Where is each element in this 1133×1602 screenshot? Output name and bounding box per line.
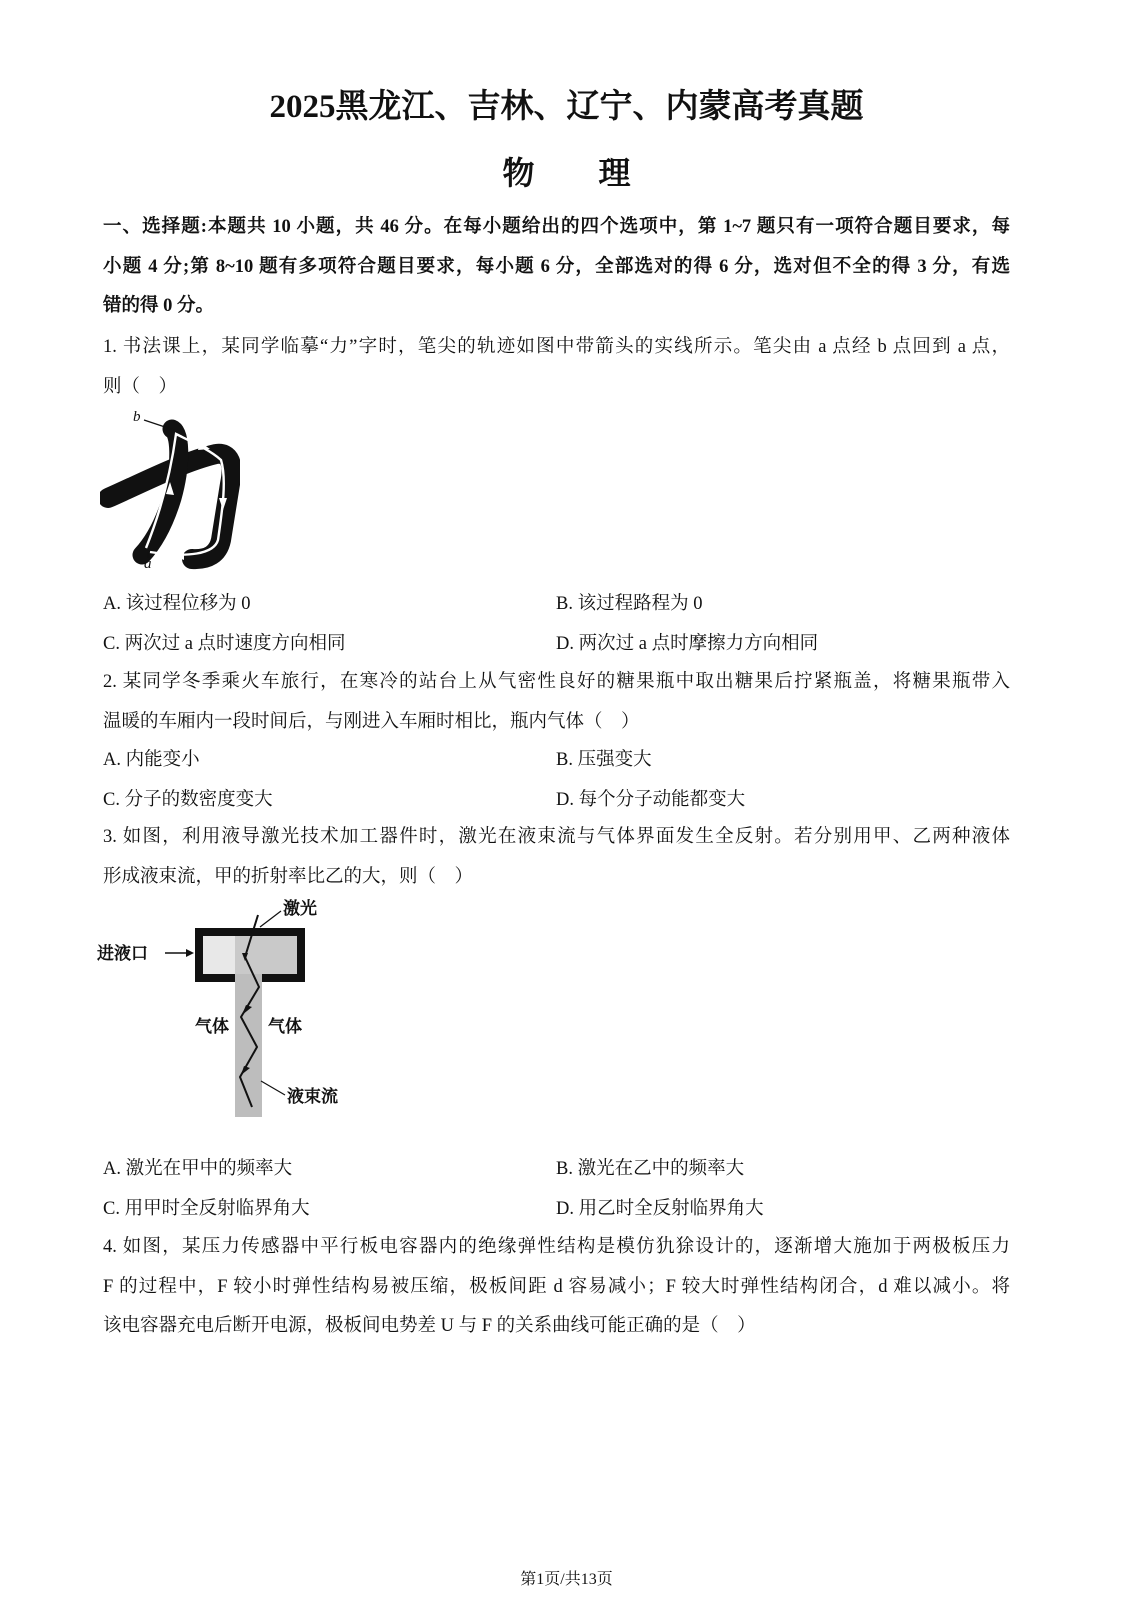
nozzle-inlet-region bbox=[203, 936, 235, 974]
option-c: C. 分子的数密度变大 bbox=[103, 789, 273, 810]
question-4-stem bbox=[103, 1228, 1010, 1347]
option-c: C. 两次过 a 点时速度方向相同 bbox=[103, 633, 346, 654]
section-instructions bbox=[103, 208, 1010, 327]
question-3-stem bbox=[103, 818, 1010, 897]
option-d: D. 用乙时全反射临界角大 bbox=[556, 1198, 764, 1219]
question-3-figure-liquid-laser bbox=[95, 895, 355, 1140]
question-3-options bbox=[103, 1150, 1010, 1229]
section-line: 错的得 0 分。 bbox=[103, 296, 215, 316]
question-2-stem bbox=[103, 663, 1010, 742]
laser-label-leader bbox=[260, 911, 281, 927]
option-d: D. 每个分子动能都变大 bbox=[556, 789, 746, 810]
question-line: 则（ ） bbox=[103, 376, 178, 397]
question-line: 形成液束流，甲的折射率比乙的大，则（ ） bbox=[103, 866, 474, 887]
option-b: B. 压强变大 bbox=[556, 750, 652, 770]
option-b: B. 激光在乙中的频率大 bbox=[556, 1159, 745, 1179]
question-1-stem bbox=[103, 328, 1010, 407]
question-1-figure-li-character bbox=[100, 402, 240, 570]
option-d: D. 两次过 a 点时摩擦力方向相同 bbox=[556, 633, 819, 654]
trajectory-arrow-icon bbox=[174, 552, 184, 560]
question-line: F 的过程中，F 较小时弹性结构易被压缩，极板间距 d 容易减小；F 较大时弹性结构闭合，d 难以减小。将 bbox=[103, 1276, 1010, 1297]
subject-title: 物 理 bbox=[502, 155, 631, 191]
inlet-arrow-icon bbox=[186, 949, 194, 957]
page-footer: 第1页/共13页 bbox=[520, 1571, 613, 1588]
option-b: B. 该过程路程为 0 bbox=[556, 594, 703, 614]
question-line: 3. 如图，利用液导激光技术加工器件时，激光在液束流与气体界面发生全反射。若分别用甲、乙两种液体 bbox=[103, 827, 1010, 847]
question-line: 温暖的车厢内一段时间后，与刚进入车厢时相比，瓶内气体（ ） bbox=[103, 711, 640, 732]
label-inlet: 进液口 bbox=[97, 944, 148, 963]
label-a: a bbox=[144, 556, 152, 570]
document-title: 2025黑龙江、吉林、辽宁、内蒙高考真题 bbox=[269, 89, 864, 125]
section-line: 一、选择题:本题共 10 小题，共 46 分。在每小题给出的四个选项中，第 1~7 题只有一项符合题目要求，每 bbox=[103, 217, 1010, 237]
section-line: 小题 4 分;第 8~10 题有多项符合题目要求，每小题 6 分，全部选对的得 6 分，选对但不全的得 3 分，有选 bbox=[103, 256, 1010, 277]
stream-label-leader bbox=[261, 1081, 285, 1095]
label-laser: 激光 bbox=[283, 899, 317, 918]
label-gas-right: 气体 bbox=[268, 1017, 302, 1036]
option-a: A. 内能变小 bbox=[103, 750, 200, 770]
question-line: 该电容器充电后断开电源，极板间电势差 U 与 F 的关系曲线可能正确的是（ ） bbox=[103, 1316, 756, 1336]
question-1-options bbox=[103, 585, 1010, 664]
question-line: 1. 书法课上，某同学临摹“力”字时，笔尖的轨迹如图中带箭头的实线所示。笔尖由 a 点经 b 点回到 a 点， bbox=[103, 337, 1010, 357]
liquid-stream-column bbox=[235, 974, 262, 1117]
label-b: b bbox=[133, 409, 141, 425]
question-line: 2. 某同学冬季乘火车旅行，在寒冷的站台上从气密性良好的糖果瓶中取出糖果后拧紧瓶盖，将糖果瓶带入 bbox=[103, 672, 1010, 692]
option-c: C. 用甲时全反射临界角大 bbox=[103, 1198, 310, 1219]
label-gas-left: 气体 bbox=[195, 1017, 229, 1036]
question-line: 4. 如图，某压力传感器中平行板电容器内的绝缘弹性结构是模仿犰狳设计的，逐渐增大施加于两极板压力 bbox=[103, 1237, 1010, 1257]
label-liquid-stream: 液束流 bbox=[287, 1087, 338, 1106]
option-a: A. 激光在甲中的频率大 bbox=[103, 1159, 293, 1179]
option-a: A. 该过程位移为 0 bbox=[103, 594, 251, 614]
question-2-options bbox=[103, 741, 1010, 820]
